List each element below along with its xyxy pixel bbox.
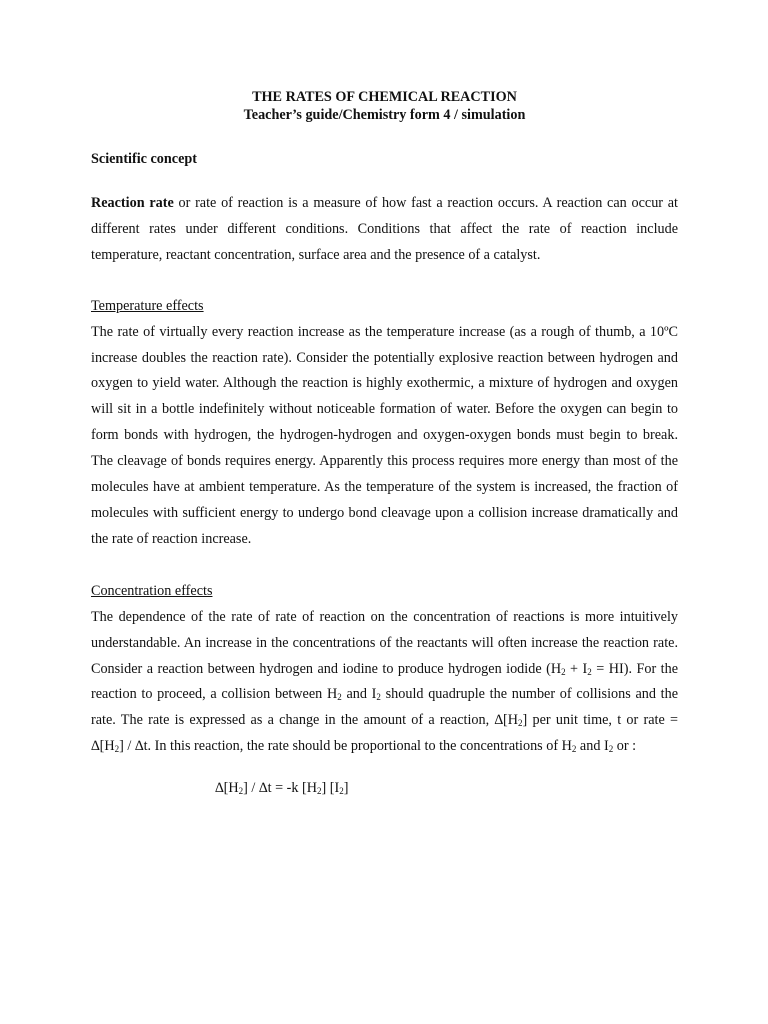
concentration-text-4: and I: [341, 686, 377, 703]
subscript: 2: [518, 718, 523, 729]
subscript: 2: [571, 744, 577, 755]
subscript: 2: [587, 666, 592, 677]
concentration-paragraph: [91, 605, 678, 760]
document-page: [91, 88, 678, 802]
subscript: 2: [337, 692, 342, 703]
concentration-text-5: should quadruple the number of collisions and the rate. The rate is expressed as a change in the amount of a reaction, ∆[H: [91, 686, 679, 729]
concentration-text-9: or :: [613, 738, 637, 755]
document-subtitle: Teacher’s guide/Chemistry form 4 / simulation: [243, 107, 526, 123]
rate-formula: [91, 776, 678, 802]
subscript: 2: [316, 786, 322, 797]
heading-temperature-effects: Temperature effects: [91, 297, 204, 314]
formula-part-1: ∆[H: [215, 780, 239, 797]
concentration-text-7: ] / ∆t. In this reaction, the rate should be proportional to the concentrations of H: [119, 738, 572, 755]
subscript: 2: [561, 666, 566, 677]
section-heading-scientific-concept: Scientific concept: [91, 151, 197, 167]
document-title: THE RATES OF CHEMICAL REACTION: [252, 89, 517, 105]
subscript: 2: [114, 744, 120, 755]
concentration-text-3: = HI). For the reaction to proceed, a collision between H: [91, 660, 678, 703]
intro-paragraph: [91, 191, 678, 269]
concentration-text-6: ] per unit time, t or rate = ∆[H: [91, 712, 678, 755]
concentration-text-1: The dependence of the rate of rate of reaction on the concentration of reactions is more intuitively understandable. An increase in the concentrations of the reactants will often increase the reaction rate. Consider a reaction between hydrogen and iodine to produce hydrogen iodide (H: [91, 608, 678, 677]
concentration-text-8: and I: [576, 738, 609, 755]
subscript: 2: [339, 786, 344, 797]
concentration-text-2: + I: [565, 660, 588, 677]
subscript: 2: [376, 692, 381, 703]
formula-part-3: ] [I: [321, 780, 340, 797]
intro-text: or rate of reaction is a measure of how fast a reaction occurs. A reaction can occur at different rates under different conditions. Conditions that affect the rate of reaction include temperature, reactant concentration, surface area and the presence of a catalyst.: [91, 195, 678, 263]
subscript: 2: [238, 786, 244, 797]
heading-concentration-effects: Concentration effects: [91, 582, 213, 599]
intro-term: Reaction rate: [91, 195, 174, 211]
subscript: 2: [608, 744, 614, 755]
temperature-paragraph: The rate of virtually every reaction increase as the temperature increase (as a rough of thumb, a 10ºC increase doubles the reaction rate). Consider the potentially explosive reaction between hydrogen and oxygen to yield water. Although the reaction is highly exothermic, a mixture of hydrogen and oxygen will sit in a bottle indefinitely without noticeable formation of water. Before the oxygen can begin to form bonds with hydrogen, the hydrogen-hydrogen and oxygen-oxygen bonds must begin to break. The cleavage of bonds requires energy. Apparently this process requires more energy than most of the molecules have at ambient temperature. As the temperature of the system is increased, the fraction of molecules with sufficient energy to undergo bond cleavage upon a collision increase dramatically and the rate of reaction increase.: [91, 323, 678, 547]
formula-part-2: ] / ∆t = -k [H: [243, 780, 317, 797]
formula-part-4: ]: [343, 780, 349, 797]
